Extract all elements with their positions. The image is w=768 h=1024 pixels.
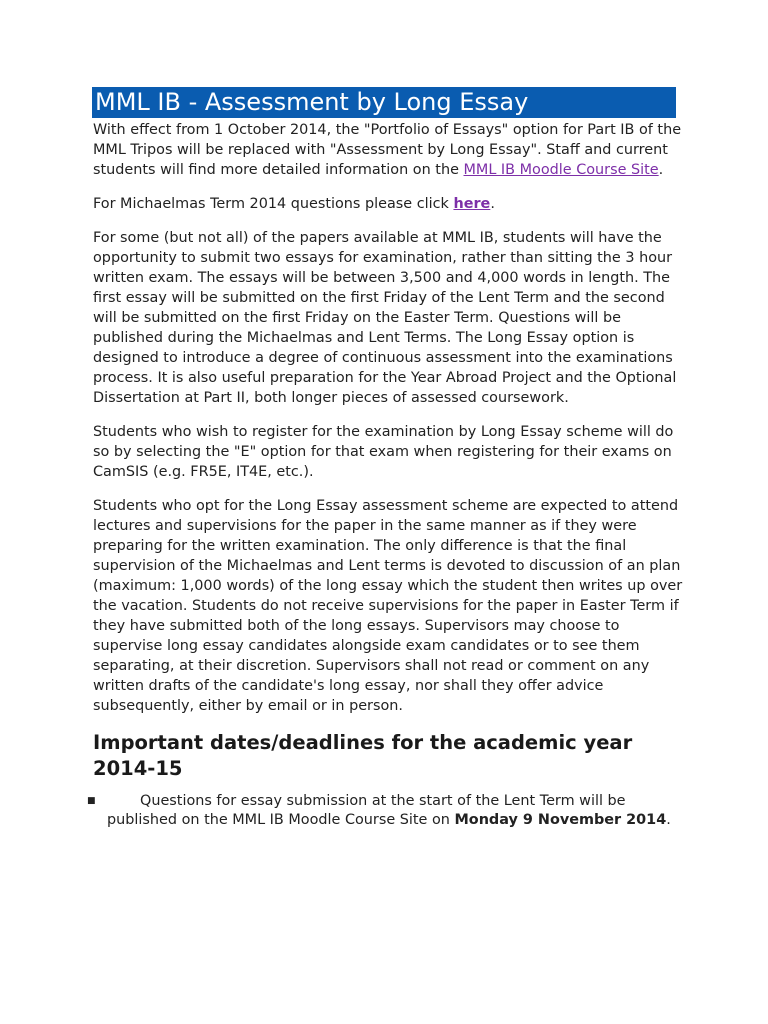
page-title: MML IB - Assessment by Long Essay (95, 88, 529, 116)
register-paragraph: Students who wish to register for the examination by Long Essay scheme will do so by selecting the "E" option for that exam when registering for their exams on CamSIS (e.g. FR5E, IT4E, etc.). (93, 424, 674, 480)
overview-paragraph: For some (but not all) of the papers available at MML IB, students will have the opportunity to submit two essays for examination, rather than sitting the 3 hour written exam. The essays will be between 3,500 and 4,000 words in length. The first essay will be submitted on the first Friday of the Lent Term and the second will be submitted on the first Friday on the Easter Term. Questions will be published during the Michaelmas and Lent Terms. The Long Essay option is designed to introduce a degree of continuous assessment into the examinations process. It is also useful preparation for the Year Abroad Project and the Optional Dissertation at Part II, both longer pieces of assessed coursework. (93, 230, 677, 406)
bullet-icon: ■ (87, 796, 96, 806)
list-item-date: Monday 9 November 2014 (454, 812, 667, 828)
deadlines-list (87, 792, 683, 830)
here-link[interactable]: here (453, 196, 491, 212)
list-item-end: . (666, 812, 671, 828)
michaelmas-text: For Michaelmas Term 2014 questions please click (93, 196, 454, 212)
intro-text-end: . (658, 162, 664, 178)
intro-paragraph (93, 120, 683, 180)
michaelmas-text-end: . (490, 196, 495, 212)
intro-text: With effect from 1 October 2014, the "Portfolio of Essays" option for Part IB of the MML Tripos will be replaced with "Assessment by Long Essay". Staff and current students will find more detailed information on the (93, 122, 682, 178)
list-item (87, 792, 683, 830)
supervision-paragraph: Students who opt for the Long Essay assessment scheme are expected to attend lectures and supervisions for the paper in the same manner as if they were preparing for the written examination. The only difference is that the final supervision of the Michaelmas and Lent terms is devoted to discussion of an plan (maximum: 1,000 words) of the long essay which the student then writes up over the vacation. Students do not receive supervisions for the paper in Easter Term if they have submitted both of the long essays. Supervisors may choose to supervise long essay candidates alongside exam candidates or to see them separating, at their discretion. Supervisors shall not read or comment on any written drafts of the candidate's long essay, nor shall they offer advice subsequently, either by email or in person. (93, 498, 683, 714)
deadlines-heading: Important dates/deadlines for the academic year 2014-15 (93, 731, 633, 780)
michaelmas-paragraph (93, 194, 683, 214)
list-item-text: Questions for essay submission at the start of the Lent Term will be published on the MML IB Moodle Course Site on (107, 793, 626, 828)
moodle-course-link[interactable]: MML IB Moodle Course Site (463, 162, 659, 178)
article-body (87, 120, 683, 830)
